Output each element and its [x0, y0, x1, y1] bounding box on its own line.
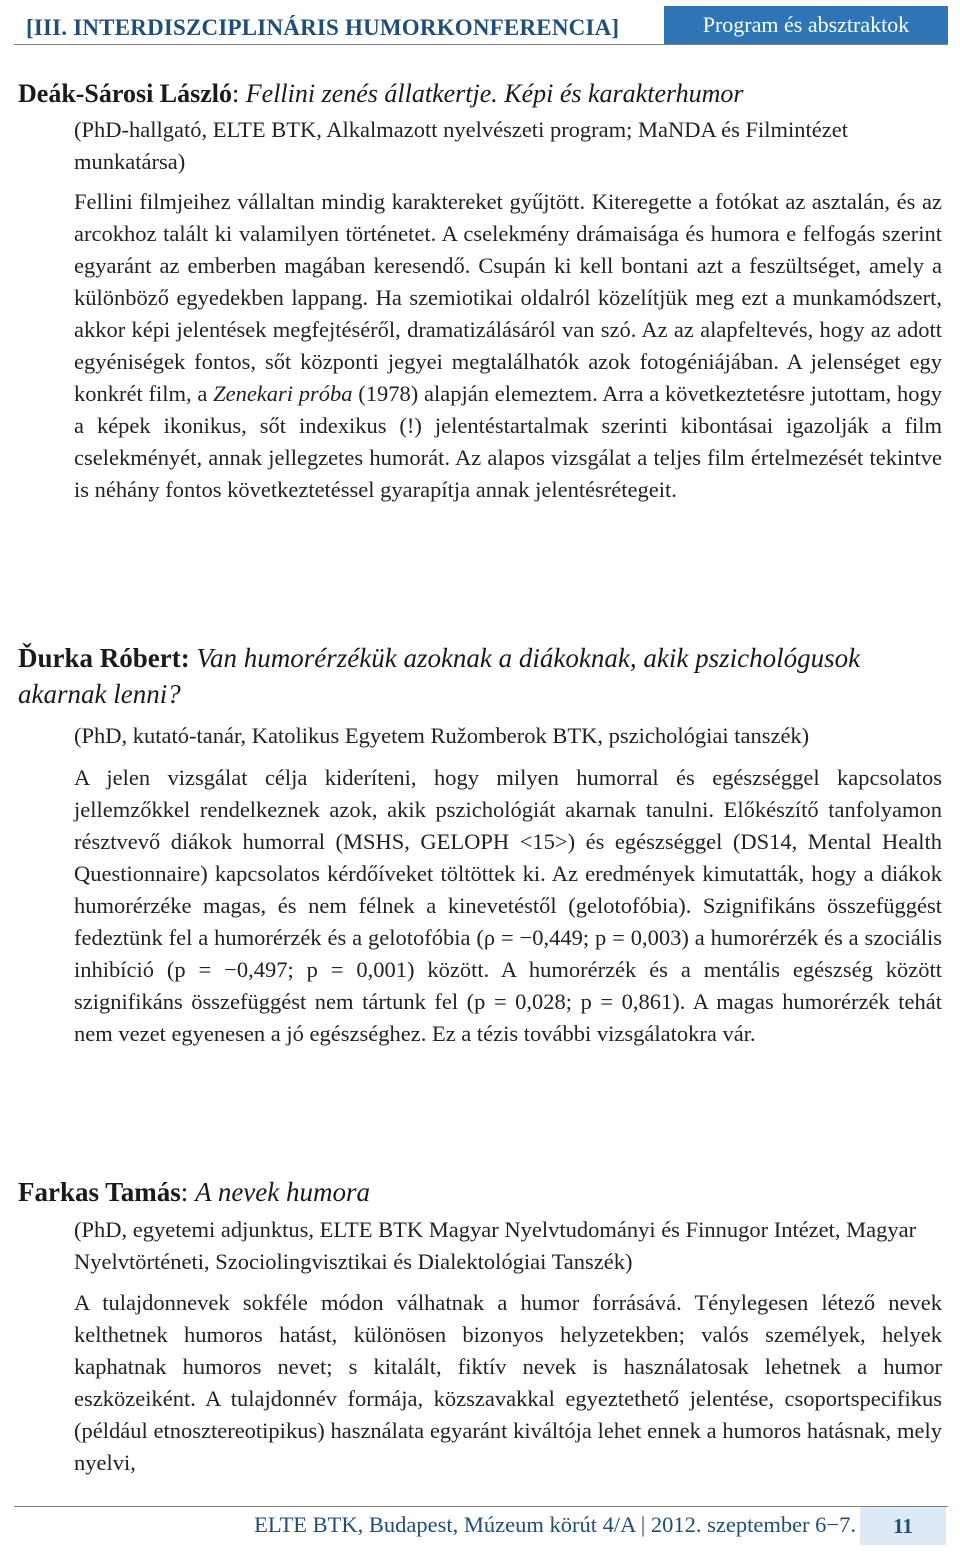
header-divider: [14, 44, 948, 45]
footer-venue-date: ELTE BTK, Budapest, Múzeum körút 4/A | 2012. szeptember 6−7.: [254, 1512, 856, 1537]
heading-separator: :: [232, 79, 246, 108]
abstract-entry: [18, 1174, 942, 1479]
talk-title: Van humorérzékük azoknak a diákoknak, akik pszichológusok akarnak lenni?: [18, 643, 861, 709]
author-name: Deák-Sárosi László: [18, 79, 233, 108]
page-header: [14, 6, 948, 44]
entry-heading: [18, 640, 942, 712]
abstract-entry: [18, 640, 942, 1050]
talk-title: Fellini zenés állatkertje. Képi és karakterhumor: [245, 79, 744, 108]
abstract-text: A jelen vizsgálat célja kideríteni, hogy milyen humorral és egészséggel kapcsolatos jellemzőkkel rendelkeznek azok, akik pszichológiát akarnak tanulni. Előkészítő tanfolyamon résztvevő diákok humorral (MSHS, GELOPH <15>) és egészséggel (DS14, Mental Health Questionnaire) kapcsolatos kérdőíveket töltöttek ki. Az eredmények kimutatták, hogy a diákok humorérzéke magas, és nem félnek a kinevetéstől (gelotofóbia). Szignifikáns összefüggést fedeztünk fel a humorérzék és a gelotofóbia (ρ = −0,449; p = 0,003) a humorérzék és a szociális inhibíció (p = −0,497; p = 0,001) között. A humorérzék és a mentális egészség között szignifikáns összefüggést nem tártunk fel (p = 0,028; p = 0,861). A magas humorérzék tehát nem vezet egyenesen a jó egészséghez. Ez a tézis további vizsgálatokra vár.: [74, 765, 942, 1046]
heading-separator: :: [180, 1177, 196, 1207]
entry-heading: [18, 1174, 942, 1210]
page-number: 11: [860, 1507, 946, 1545]
entry-heading: [18, 76, 942, 112]
author-affiliation: (PhD-hallgató, ELTE BTK, Alkalmazott nyelvészeti program; MaNDA és Filmintézet munkatársa): [74, 117, 849, 174]
abstract-text: A tulajdonnevek sokféle módon válhatnak a humor forrásává. Ténylegesen létező nevek kelthetnek humoros hatást, különösen bizonyos helyzetekben; valós személyek, helyek kaphatnak humoros nevet; s kitalált, fiktív nevek is használatosak lehetnek a humor eszközeiként. A tulajdonnév formája, közszavakkal egyeztethető jelentése, csoportspecifikus (például etnosztereotipikus) használata egyaránt kiváltója lehet ennek a humoros hatásnak, mely nyelvi,: [74, 1290, 942, 1475]
author-name: Ďurka Róbert:: [18, 643, 190, 673]
abstract-text: Fellini filmjeihez vállaltan mindig karaktereket gyűjtött. Kiteregette a fotókat az asztalán, és az arcokhoz talált ki valamilyen történetet. A cselekmény drámaisága és humora e felfogás szerint egyaránt az emberben magában keresendő. Csupán ki kell bontani azt a feszültséget, amely a különböző egyedekben lappang. Ha szemiotikai oldalról közelítjük meg ezt a munkamódszert, akkor képi jelentések megfejtéséről, dramatizálásáról van szó. Az az alapfeltevés, hogy az adott egyéniségek fontos, sőt központi jegyei megtalálhatók azok fotogéniájában. A jelenséget egy konkrét film, a Zenekari próba (1978) alapján elemeztem. Arra a következtetésre jutottam, hogy a képek ikonikus, sőt indexikus (!) jelentéstartalmak szerinti kibontásai igazolják a film cselekményét, annak jellegzetes humorát. Az alapos vizsgálat a teljes film értelmezését tekintve is néhány fontos következtetéssel gyarapítja annak jelentésrétegeit.: [74, 189, 942, 502]
author-affiliation: (PhD, egyetemi adjunktus, ELTE BTK Magyar Nyelvtudományi és Finnugor Intézet, Magyar Nyelvtörténeti, Szociolingvisztikai és Dialektológiai Tanszék): [74, 1217, 917, 1274]
talk-title: A nevek humora: [195, 1177, 371, 1207]
abstract-entry: [18, 76, 942, 506]
conference-title: [III. INTERDISZCIPLINÁRIS HUMORKONFERENCIA]: [26, 15, 620, 40]
author-name: Farkas Tamás: [18, 1177, 181, 1207]
author-affiliation: (PhD, kutató-tanár, Katolikus Egyetem Ružomberok BTK, pszichológiai tanszék): [74, 723, 810, 748]
section-label: Program és absztraktok: [664, 6, 948, 44]
film-title: Zenekari próba: [213, 381, 353, 406]
footer-divider: [14, 1506, 948, 1507]
